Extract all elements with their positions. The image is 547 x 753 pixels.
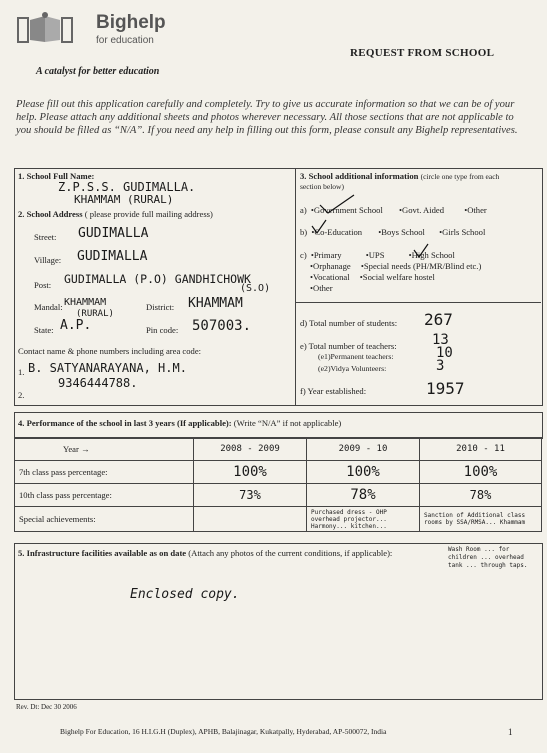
performance-table: [14, 437, 542, 532]
option-social-welfare-hostel[interactable]: Social welfare hostel: [362, 272, 435, 282]
row-c4: •Other: [310, 283, 333, 293]
check-mark-icon: [310, 218, 330, 241]
row10-cell: 73%: [194, 484, 307, 507]
vidya-volunteers-label: (e2)Vidya Volunteers:: [318, 364, 387, 373]
table-row: [15, 461, 542, 484]
row-a: a) •Government School •Govt. Aided •Other: [300, 205, 487, 215]
special-achievements-label: Special achievements:: [15, 507, 194, 532]
table-row: [15, 507, 542, 532]
year-cell: 2008 - 2009: [194, 438, 307, 461]
section3-hint-part: (circle one type from each: [420, 172, 500, 181]
address-heading: [18, 209, 213, 219]
section5-label: 5. Infrastructure facilities available as on date: [18, 548, 187, 558]
option-govt-aided[interactable]: Govt. Aided: [402, 205, 445, 215]
contact-label: Contact name & phone numbers including area code:: [18, 346, 202, 356]
form-title: REQUEST FROM SCHOOL: [350, 47, 495, 59]
state-value: A.P.: [60, 318, 92, 333]
contact2-number: 2.: [18, 390, 25, 400]
row-c2: •Orphanage •Special needs (PH/MR/Blind etc.): [310, 261, 482, 271]
option-other-c[interactable]: Other: [313, 283, 333, 293]
option-girls-school[interactable]: Girls School: [442, 227, 486, 237]
row-b: b) •Co-Education •Boys School •Girls School: [300, 227, 486, 237]
section5-value: Enclosed copy.: [130, 587, 240, 602]
year-header: Year →: [15, 438, 194, 461]
village-label: Village:: [34, 255, 62, 265]
year-established-value: 1957: [426, 379, 465, 398]
special-cell: Sanction of Additional class rooms by SSA/RMSA... Khammam: [420, 507, 542, 532]
year-cell: 2009 - 10: [307, 438, 420, 461]
table-row: [15, 484, 542, 507]
check-mark-icon: [412, 242, 432, 265]
option-high-school[interactable]: High School: [411, 250, 455, 260]
mandal-label: Mandal:: [34, 302, 63, 312]
brand-name: Bighelp: [96, 12, 166, 33]
post-value: GUDIMALLA (P.O) GANDHICHOWK: [64, 272, 251, 286]
street-label: Street:: [34, 232, 57, 242]
section4-label: 4. Performance of the school in last 3 years (If applicable):: [18, 418, 232, 428]
school-name-label: 1. School Full Name:: [18, 171, 95, 181]
school-name-line1: Z.P.S.S. GUDIMALLA.: [58, 180, 196, 194]
revision-date: Rev. Dt: Dec 30 2006: [16, 703, 77, 711]
option-ups[interactable]: UPS: [368, 250, 385, 260]
students-value: 267: [424, 310, 453, 329]
pin-value: 507003.: [192, 318, 252, 334]
section3-heading: [300, 171, 499, 181]
row10-cell: 78%: [420, 484, 542, 507]
contact1-number: 1.: [18, 367, 25, 377]
sections-divider: [295, 168, 296, 405]
brand-subtitle: for education: [96, 35, 154, 46]
b-prefix: b): [300, 227, 308, 237]
check-mark-icon: [318, 193, 358, 220]
contact1-name: B. SATYANARAYANA, H.M.: [28, 361, 187, 375]
row-c1: c) •Primary •UPS •High School: [300, 250, 455, 260]
option-boys-school[interactable]: Boys School: [381, 227, 425, 237]
row7-cell: 100%: [420, 461, 542, 484]
divider-line: [296, 302, 541, 303]
section5-heading: [18, 548, 392, 558]
section3-hint: section below): [300, 182, 344, 191]
district-label: District:: [146, 302, 175, 312]
street-value: GUDIMALLA: [78, 226, 149, 241]
year-cell: 2010 - 11: [420, 438, 542, 461]
option-government-school[interactable]: Government School: [313, 205, 383, 215]
vidya-volunteers-value: 3: [436, 358, 445, 374]
permanent-teachers-value: 10: [436, 345, 453, 361]
bighelp-logo-icon: [16, 10, 74, 46]
mandal-value: KHAMMAM: [64, 297, 107, 308]
teachers-value: 13: [432, 332, 449, 348]
row7-cell: 100%: [307, 461, 420, 484]
section4-hint: (Write “N/A” if not applicable): [233, 418, 342, 428]
year-established-label: f) Year established:: [300, 386, 367, 396]
row10-label: 10th class pass percentage:: [15, 484, 194, 507]
district-value: KHAMMAM: [188, 296, 243, 311]
row7-label: 7th class pass percentage:: [15, 461, 194, 484]
option-co-education[interactable]: Co-Education: [314, 227, 363, 237]
page-number: 1: [508, 727, 513, 737]
post-extra: (S.O): [240, 283, 271, 294]
teachers-label: e) Total number of teachers:: [300, 341, 397, 351]
students-label: d) Total number of students:: [300, 318, 398, 328]
option-primary[interactable]: Primary: [313, 250, 342, 260]
address-label: 2. School Address: [18, 209, 83, 219]
permanent-teachers-label: (e1)Permanent teachers:: [318, 352, 394, 361]
option-orphanage[interactable]: Orphanage: [313, 261, 351, 271]
option-vocational[interactable]: Vocational: [313, 272, 350, 282]
footer-address: Bighelp For Education, 16 H.I.G.H (Duplex), APHB, Balajinagar, Kukatpally, Hyderabad, AP-500072, India: [60, 727, 387, 736]
pin-label: Pin code:: [146, 325, 179, 335]
address-hint: ( please provide full mailing address): [84, 209, 213, 219]
special-cell: Purchased dress - OHP overhead projector... Harmony... kitchen...: [307, 507, 420, 532]
special-cell: [194, 507, 307, 532]
option-other-a[interactable]: Other: [467, 205, 487, 215]
section5-hint: (Attach any photos of the current conditions, if applicable):: [188, 548, 393, 558]
section3-label: 3. School additional information: [300, 171, 419, 181]
contact1-phone: 9346444788.: [58, 376, 138, 390]
a-prefix: a): [300, 205, 307, 215]
section4-heading: [18, 418, 341, 428]
instructions: Please fill out this application carefully and completely. Try to give us accurate information so that we can be of your help. Please attach any additional sheets and photos wherever necessary. All those sections that are not applicable to you should be filled as “N/A”. If you need any help in filling out this form, please consult any Bighelp representatives.: [16, 99, 518, 136]
mandal-extra: (RURAL): [76, 309, 114, 319]
row7-cell: 100%: [194, 461, 307, 484]
post-label: Post:: [34, 280, 52, 290]
row10-cell: 78%: [307, 484, 420, 507]
tagline: A catalyst for better education: [36, 66, 160, 77]
village-value: GUDIMALLA: [77, 249, 148, 264]
table-row: [15, 438, 542, 461]
c-prefix: c): [300, 250, 307, 260]
section5-note: Wash Room ... for children ... overhead tank ... through taps.: [448, 546, 528, 569]
school-name-line2: KHAMMAM (RURAL): [74, 193, 174, 206]
row-c3: •Vocational •Social welfare hostel: [310, 272, 435, 282]
option-special-needs[interactable]: Special needs (PH/MR/Blind etc.): [363, 261, 482, 271]
state-label: State:: [34, 325, 54, 335]
